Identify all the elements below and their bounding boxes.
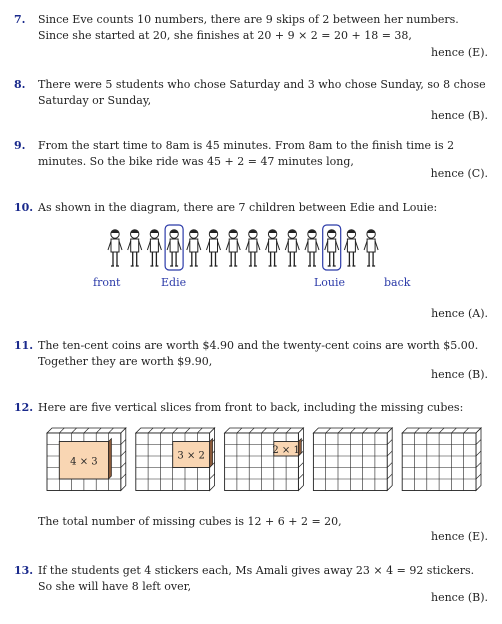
child-figure (128, 230, 142, 266)
problem-number: 10. (14, 201, 34, 214)
answer-11: hence (B). (430, 368, 488, 381)
label-front: front (93, 276, 121, 289)
child-figure (226, 230, 240, 266)
problem-10 (14, 200, 488, 216)
child-figure (344, 230, 358, 266)
children-line-diagram (0, 222, 502, 282)
label-edie: Edie (161, 276, 187, 289)
problem-number: 8. (14, 78, 26, 91)
child-figure (246, 230, 260, 266)
problem-text: There were 5 students who chose Saturday and 3 who chose Sunday, so 8 chose Saturday or Sunday, (38, 78, 486, 107)
block-label: 4 × 3 (70, 456, 98, 468)
missing-cubes-block (272, 439, 301, 457)
problem-text: Since Eve counts 10 numbers, there are 9 skips of 2 between her numbers. Since she started at 20, she finishes at 20 + 9 × 2 = 20 + 18 = 38, (38, 13, 459, 42)
child-figure (364, 230, 378, 266)
problem-text: If the students get 4 stickers each, Ms Amali gives away 23 × 4 = 92 stickers. So she will have 8 left over, (38, 564, 475, 593)
problem-8 (14, 77, 488, 109)
child-figure (147, 230, 161, 266)
missing-cubes-block (59, 439, 111, 480)
problem-12-note (14, 514, 488, 530)
problem-12 (14, 400, 488, 416)
child-figure (285, 230, 299, 266)
answer-8: hence (B). (430, 109, 488, 122)
problem-number: 12. (14, 401, 34, 414)
child-figure (187, 230, 201, 266)
problem-text: Here are five vertical slices from front to back, including the missing cubes: (38, 401, 464, 414)
missing-cubes-block (173, 439, 213, 468)
label-louie: Louie (314, 276, 346, 289)
block-label: 2 × 1 (272, 444, 300, 456)
problem-text: As shown in the diagram, there are 7 children between Edie and Louie: (38, 201, 438, 214)
cube-slice (313, 428, 392, 491)
label-back: back (384, 276, 411, 289)
problem-7 (14, 12, 488, 44)
answer-7: hence (E). (431, 46, 488, 59)
child-figure (305, 230, 319, 266)
note-text: The total number of missing cubes is 12 + 6 + 2 = 20, (38, 515, 342, 528)
problem-text: The ten-cent coins are worth $4.90 and the twenty-cent coins are worth $5.00. Together they are worth $9.90, (38, 339, 479, 368)
cube-slices-diagram (0, 420, 502, 502)
child-figure (266, 230, 280, 266)
problem-text: From the start time to 8am is 45 minutes. From 8am to the finish time is 2 minutes. So the bike ride was 45 + 2 = 47 minutes long, (38, 139, 455, 168)
problem-number: 7. (14, 13, 26, 26)
problem-number: 13. (14, 564, 34, 577)
answer-13: hence (B). (430, 591, 488, 604)
answer-9: hence (C). (430, 167, 488, 180)
problem-number: 9. (14, 139, 26, 152)
cube-slice (225, 428, 304, 491)
cube-slice (402, 428, 481, 491)
problem-number: 11. (14, 339, 34, 352)
answer-12: hence (E). (431, 530, 488, 543)
child-figure (207, 230, 221, 266)
child-figure (108, 230, 122, 266)
answer-10: hence (A). (431, 307, 488, 320)
problem-11 (14, 338, 488, 370)
problem-13 (14, 563, 488, 595)
child-figure (167, 230, 181, 266)
problem-9 (14, 138, 488, 170)
block-label: 3 × 2 (177, 450, 205, 462)
child-figure (325, 230, 339, 266)
